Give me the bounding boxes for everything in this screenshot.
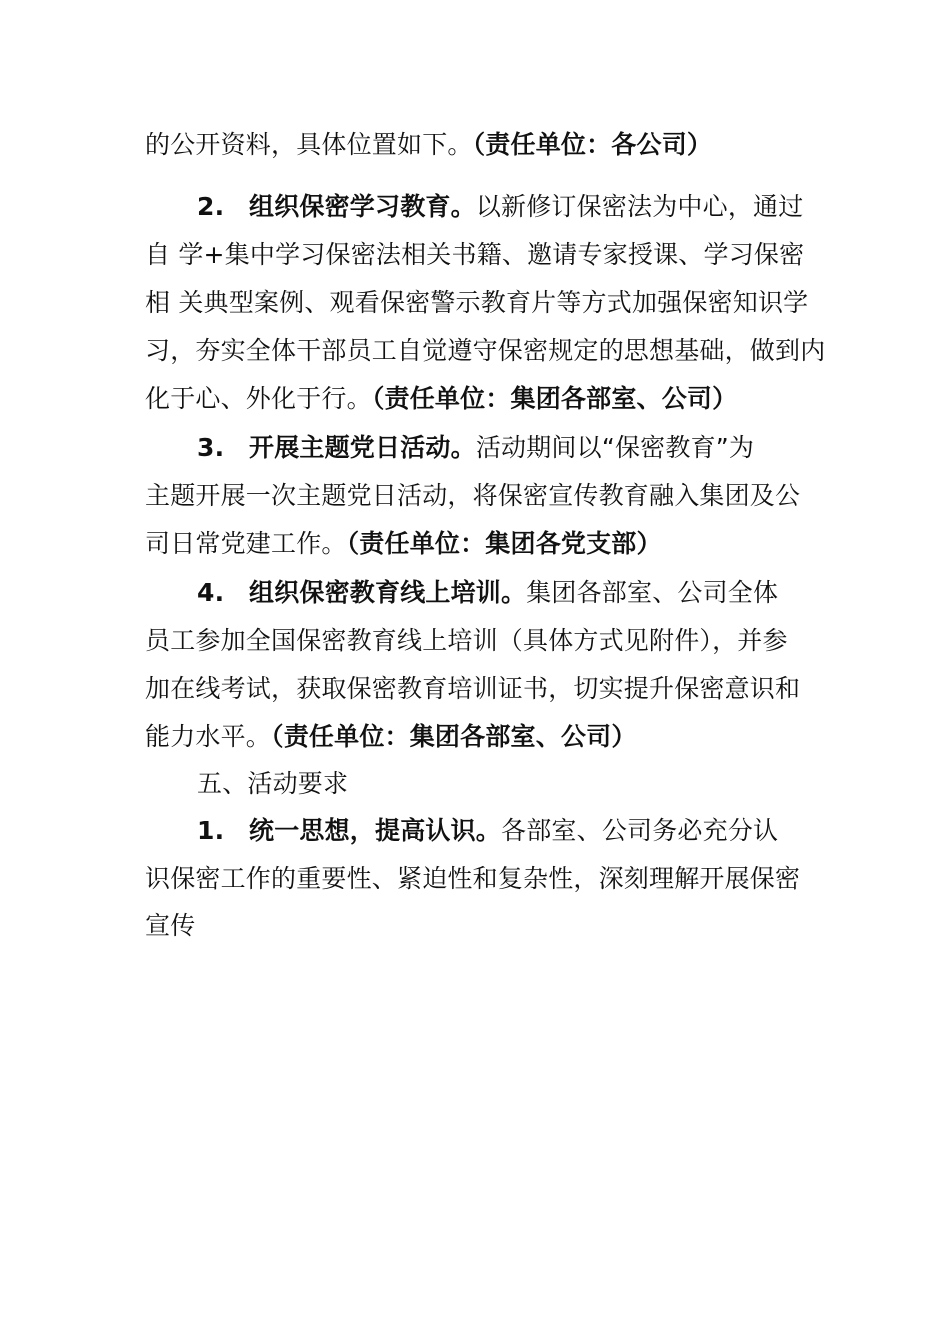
item-number: 3. [197, 433, 225, 462]
line-3: 自 学+集中学习保密法相关书籍、邀请专家授课、学习保密 [145, 240, 805, 269]
line-6: 化于心、外化于行。（责任单位：集团各部室、公司） [145, 384, 738, 413]
responsibility-note: （责任单位：集团各党支部） [346, 529, 662, 558]
requirement-1-heading-line: 1. 统一思想，提高认识。各部室、公司务必充分认 [197, 814, 778, 848]
item-number: 2. [197, 192, 225, 221]
item-title: 统一思想，提高认识。 [249, 816, 502, 845]
line-17: 宣传 [145, 911, 196, 940]
item-number: 4. [197, 578, 225, 607]
item-number: 1. [197, 816, 225, 845]
responsibility-note: （责任单位：集团各部室、公司） [371, 384, 738, 413]
item-title: 组织保密教育线上培训。 [249, 578, 527, 607]
line-1: 的公开资料，具体位置如下。（责任单位：各公司） [145, 130, 713, 159]
item-3-heading-line: 3. 开展主题党日活动。活动期间以“保密教育”为 [197, 431, 754, 465]
line-4: 相 关典型案例、观看保密警示教育片等方式加强保密知识学 [145, 288, 809, 317]
line-8: 主题开展一次主题党日活动，将保密宣传教育融入集团及公 [145, 481, 801, 510]
item-2-heading-line: 2. 组织保密学习教育。以新修订保密法为中心，通过 [197, 190, 803, 224]
line-5: 习，夯实全体干部员工自觉遵守保密规定的思想基础，做到内 [145, 336, 826, 365]
item-title: 开展主题党日活动。 [249, 433, 476, 462]
line-9: 司日常党建工作。（责任单位：集团各党支部） [145, 529, 662, 558]
responsibility-note: （责任单位：集团各部室、公司） [271, 722, 637, 751]
line-12: 加在线考试，获取保密教育培训证书，切实提升保密意识和 [145, 674, 801, 703]
section-heading: 五、活动要求 [197, 769, 349, 798]
item-title: 组织保密学习教育。 [249, 192, 476, 221]
line-13: 能力水平。（责任单位：集团各部室、公司） [145, 722, 637, 751]
responsibility-note: （责任单位：各公司） [472, 130, 713, 159]
line-16: 识保密工作的重要性、紧迫性和复杂性，深刻理解开展保密 [145, 864, 801, 893]
item-4-heading-line: 4. 组织保密教育线上培训。集团各部室、公司全体 [197, 576, 778, 610]
line-11: 员工参加全国保密教育线上培训（具体方式见附件），并参 [145, 626, 788, 655]
